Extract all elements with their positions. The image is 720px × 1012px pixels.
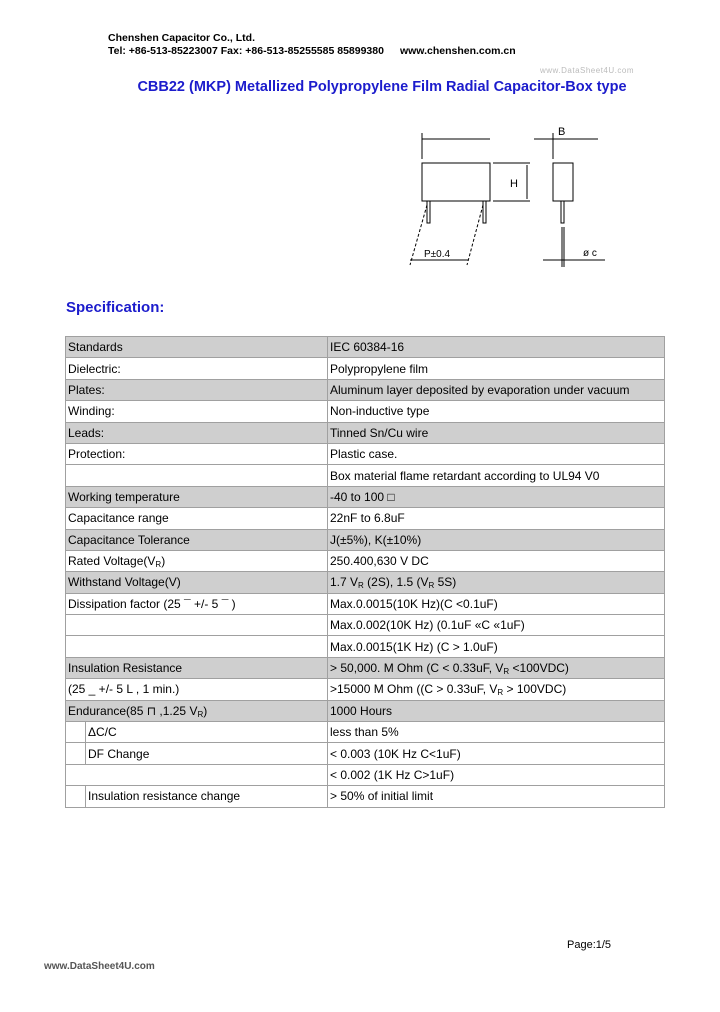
spec-label bbox=[66, 443, 328, 464]
spec-value bbox=[328, 743, 665, 764]
indented-label bbox=[86, 786, 328, 806]
spec-value bbox=[328, 550, 665, 571]
text-segment: Max.0.0015(1K Hz) (C > 1.0uF) bbox=[330, 639, 498, 654]
spec-label bbox=[66, 529, 328, 550]
text-segment: Max.0.0015(10K Hz)(C <0.1uF) bbox=[330, 596, 498, 611]
indent-cell bbox=[66, 743, 86, 763]
capacitor-dimension-diagram bbox=[400, 115, 620, 275]
text-segment: Working temperature bbox=[68, 489, 180, 504]
text-segment: IEC 60384-16 bbox=[330, 340, 405, 355]
contact-line bbox=[108, 45, 516, 57]
table-row bbox=[66, 486, 665, 507]
text-segment: less than 5% bbox=[330, 725, 399, 740]
text-segment: < 0.003 (10K Hz C<1uF) bbox=[330, 746, 461, 761]
text-segment: Capacitance Tolerance bbox=[68, 532, 190, 547]
table-row bbox=[66, 508, 665, 529]
table-row bbox=[66, 422, 665, 443]
spec-value bbox=[328, 636, 665, 657]
text-segment: Capacitance range bbox=[68, 511, 169, 526]
spec-value bbox=[328, 401, 665, 422]
table-row bbox=[66, 379, 665, 400]
spec-label bbox=[66, 615, 328, 636]
text-segment: Dielectric: bbox=[68, 361, 121, 376]
text-segment: Aluminum layer deposited by evaporation under vacuum bbox=[330, 382, 630, 397]
page-number: Page:1/5 bbox=[567, 939, 612, 951]
spec-value bbox=[328, 679, 665, 700]
spec-value bbox=[328, 508, 665, 529]
spec-value bbox=[328, 443, 665, 464]
spec-label bbox=[66, 465, 328, 486]
document-title: CBB22 (MKP) Metallized Polypropylene Film Radial Capacitor-Box type bbox=[137, 79, 627, 95]
text-segment: Endurance(85 ⊓ ,1.25 V bbox=[68, 703, 198, 718]
text-segment: Plates: bbox=[68, 382, 105, 397]
subscript: R bbox=[197, 709, 204, 719]
spec-value bbox=[328, 486, 665, 507]
subscript: R bbox=[358, 581, 364, 591]
spec-value bbox=[328, 529, 665, 550]
subscript: R bbox=[497, 688, 504, 698]
spec-label bbox=[66, 508, 328, 529]
text-segment: > 100VDC) bbox=[503, 682, 567, 697]
label-h: H bbox=[510, 178, 518, 190]
table-row bbox=[66, 465, 665, 486]
text-segment: Rated Voltage(V bbox=[68, 554, 156, 569]
indent-cell bbox=[66, 786, 86, 806]
spec-label bbox=[66, 786, 328, 807]
spec-value bbox=[328, 593, 665, 614]
spec-label bbox=[66, 700, 328, 721]
text-segment: <100VDC) bbox=[509, 661, 569, 676]
company-name: Chenshen Capacitor Co., Ltd. bbox=[108, 32, 256, 44]
footer-watermark: www.DataSheet4U.com bbox=[44, 961, 155, 972]
spec-label bbox=[66, 422, 328, 443]
spec-label bbox=[66, 743, 328, 764]
text-segment: Withstand Voltage(V) bbox=[68, 575, 181, 590]
text-segment: Standards bbox=[68, 340, 123, 355]
text-segment: Box material flame retardant according to UL94 V0 bbox=[330, 468, 600, 483]
text-segment: Leads: bbox=[68, 425, 105, 440]
spec-value bbox=[328, 700, 665, 721]
table-row bbox=[66, 615, 665, 636]
text-segment: ) bbox=[161, 554, 166, 569]
indented-label bbox=[86, 722, 328, 742]
subscript: R bbox=[428, 581, 435, 591]
text-segment: Max.0.002(10K Hz) (0.1uF «C «1uF) bbox=[330, 618, 525, 633]
spec-label bbox=[66, 358, 328, 379]
spec-label bbox=[66, 764, 328, 785]
watermark: www.DataSheet4U.com bbox=[540, 66, 634, 75]
text-segment: > 50% of initial limit bbox=[330, 789, 434, 804]
table-row bbox=[66, 636, 665, 657]
text-segment: 5S) bbox=[434, 575, 457, 590]
text-segment: ) bbox=[203, 703, 208, 718]
table-row bbox=[66, 593, 665, 614]
table-row bbox=[66, 764, 665, 785]
table-row bbox=[66, 401, 665, 422]
spec-label bbox=[66, 657, 328, 678]
table-row bbox=[66, 700, 665, 721]
table-row bbox=[66, 529, 665, 550]
text-segment: Winding: bbox=[68, 404, 115, 419]
spec-value bbox=[328, 722, 665, 743]
text-segment: Insulation resistance change bbox=[88, 789, 241, 804]
text-segment: Plastic case. bbox=[330, 447, 398, 462]
text-segment: ΔC/C bbox=[88, 725, 117, 740]
indented-label bbox=[86, 743, 328, 763]
spec-label bbox=[66, 636, 328, 657]
subscript: R bbox=[155, 560, 162, 570]
specification-heading: Specification: bbox=[66, 299, 165, 316]
spec-value bbox=[328, 422, 665, 443]
text-segment: -40 to 100 □ bbox=[330, 489, 395, 504]
text-segment: Tinned Sn/Cu wire bbox=[330, 425, 429, 440]
text-segment: >15000 M Ohm ((C > 0.33uF, V bbox=[330, 682, 498, 697]
table-row bbox=[66, 679, 665, 700]
spec-value bbox=[328, 337, 665, 358]
label-diameter: ø c bbox=[583, 248, 597, 259]
spec-label bbox=[66, 550, 328, 571]
spec-label bbox=[66, 337, 328, 358]
indent-cell bbox=[66, 722, 86, 742]
phone-fax: Tel: +86-513-85223007 Fax: +86-513-85255585 85899380 bbox=[108, 45, 384, 57]
text-segment: (2S), 1.5 (V bbox=[363, 575, 429, 590]
specification-table bbox=[65, 336, 665, 808]
text-segment: J(±5%), K(±10%) bbox=[330, 532, 422, 547]
table-row bbox=[66, 786, 665, 807]
spec-value bbox=[328, 615, 665, 636]
spec-label bbox=[66, 486, 328, 507]
text-segment: Insulation Resistance bbox=[68, 661, 183, 676]
text-segment: 1.7 V bbox=[330, 575, 359, 590]
table-row bbox=[66, 657, 665, 678]
text-segment: < 0.002 (1K Hz C>1uF) bbox=[330, 768, 455, 782]
text-segment: Protection: bbox=[68, 447, 126, 462]
text-segment: 1000 Hours bbox=[330, 703, 393, 718]
label-pitch: P±0.4 bbox=[424, 249, 451, 260]
table-row bbox=[66, 358, 665, 379]
text-segment: Non-inductive type bbox=[330, 404, 430, 419]
spec-label bbox=[66, 572, 328, 593]
spec-label bbox=[66, 679, 328, 700]
table-row bbox=[66, 722, 665, 743]
spec-value bbox=[328, 358, 665, 379]
text-segment: (25 _ +/- 5 L , 1 min.) bbox=[68, 682, 180, 697]
table-row bbox=[66, 443, 665, 464]
website-link[interactable]: www.chenshen.com.cn bbox=[399, 45, 516, 57]
spec-value bbox=[328, 657, 665, 678]
text-segment: 22nF to 6.8uF bbox=[330, 511, 405, 526]
spec-value bbox=[328, 764, 665, 785]
text-segment: > 50,000. M Ohm (C < 0.33uF, V bbox=[330, 661, 504, 676]
table-row bbox=[66, 743, 665, 764]
spec-value bbox=[328, 572, 665, 593]
label-b: B bbox=[558, 126, 566, 138]
spec-label bbox=[66, 379, 328, 400]
text-segment: DF Change bbox=[88, 746, 150, 761]
text-segment: Dissipation factor (25 ¯ +/- 5 ¯ ) bbox=[68, 596, 236, 611]
spec-label bbox=[66, 401, 328, 422]
table-row bbox=[66, 572, 665, 593]
table-row bbox=[66, 337, 665, 358]
text-segment: Polypropylene film bbox=[330, 361, 429, 376]
subscript: R bbox=[503, 667, 510, 677]
text-segment: 250.400,630 V DC bbox=[330, 554, 429, 569]
spec-value bbox=[328, 379, 665, 400]
spec-label bbox=[66, 722, 328, 743]
spec-label bbox=[66, 593, 328, 614]
table-row bbox=[66, 550, 665, 571]
spec-value bbox=[328, 786, 665, 807]
spec-value bbox=[328, 465, 665, 486]
